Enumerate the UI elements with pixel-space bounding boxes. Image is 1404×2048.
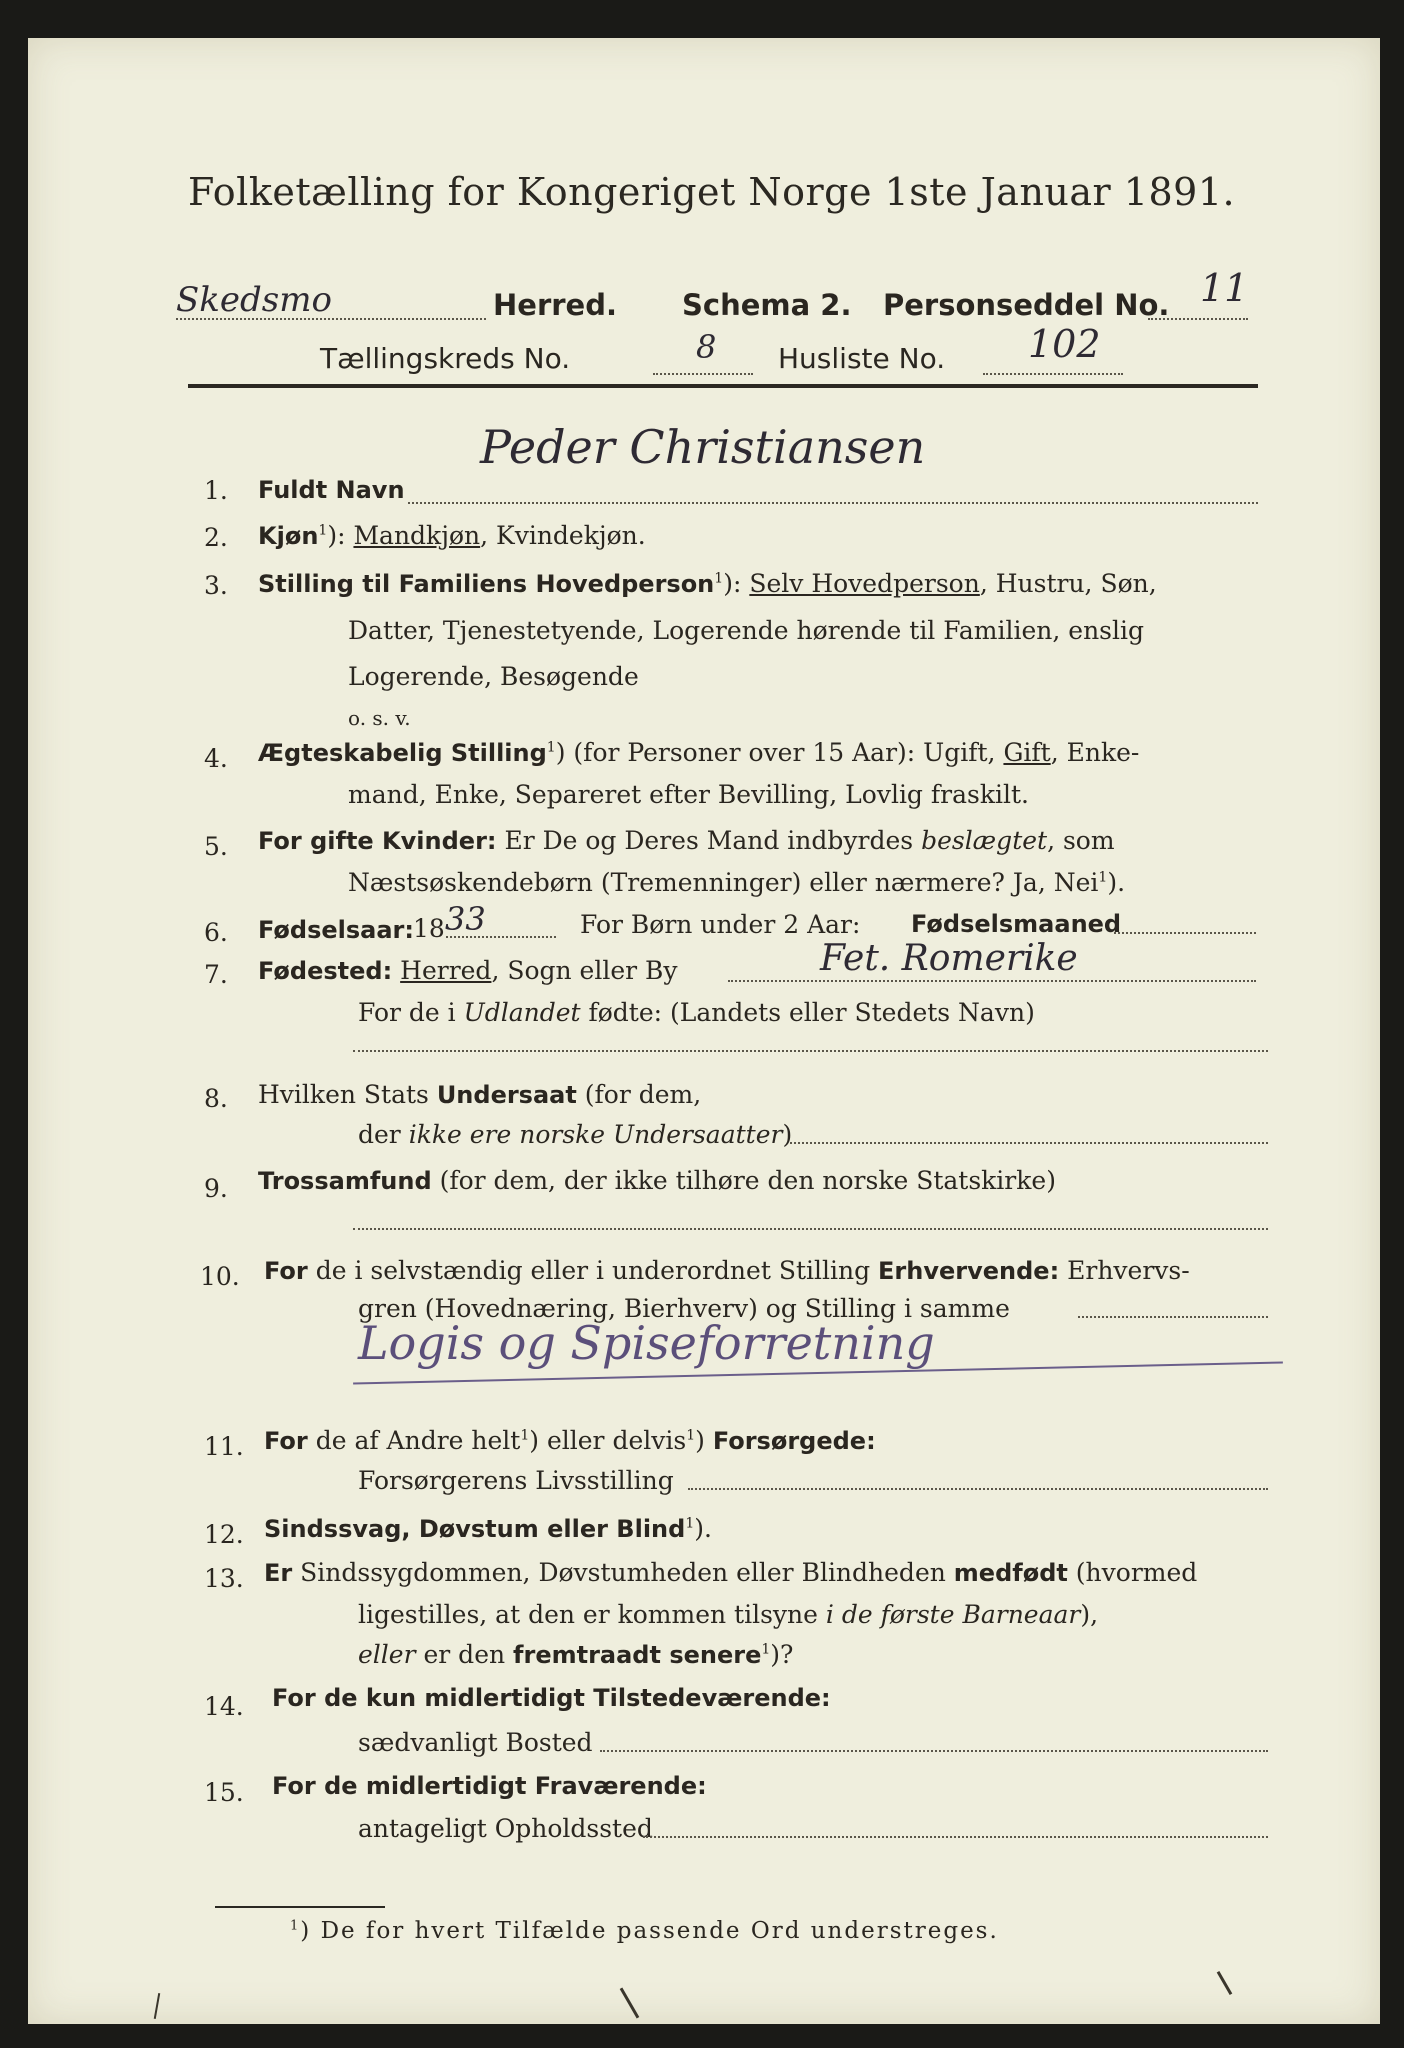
q3-label: Stilling til Familiens Hovedperson	[258, 570, 715, 598]
q4-line2: mand, Enke, Separeret efter Bevilling, Lovlig fraskilt.	[348, 780, 1029, 809]
q5-pre: Er De og Deres Mand indbyrdes	[496, 826, 922, 855]
q15-number: 15.	[204, 1778, 244, 1807]
q8-post: (for dem,	[576, 1080, 702, 1109]
q7-line	[728, 980, 1256, 982]
q13-line3-a: er den	[415, 1640, 514, 1669]
q9-line	[353, 1228, 1268, 1230]
q1-value: Peder Christiansen	[480, 420, 926, 474]
q5-end: ).	[1107, 868, 1126, 897]
q15-line2: antageligt Opholdssted	[358, 1814, 653, 1843]
schema-label: Schema 2.	[682, 288, 852, 322]
q11-line1	[264, 1426, 876, 1455]
kreds-line	[653, 373, 753, 375]
footnote	[290, 1918, 999, 1944]
q14-number: 14.	[204, 1692, 244, 1721]
footnote-sup: 1	[290, 1918, 301, 1934]
q13-label2: medfødt	[953, 1559, 1068, 1587]
q12-label: Sindssvag, Døvstum eller Blind	[264, 1515, 686, 1543]
q13-label: Er	[264, 1559, 293, 1587]
q8-label: Undersaat	[436, 1081, 577, 1109]
personseddel-value: 11	[1200, 266, 1249, 310]
q12-number: 12.	[204, 1520, 244, 1549]
census-form	[28, 38, 1380, 2024]
q5-label: For gifte Kvinder:	[258, 827, 497, 855]
q10-line1	[264, 1256, 1190, 1285]
q6-number: 6.	[204, 918, 228, 947]
q6-label2: Fødselsmaaned	[911, 910, 1122, 938]
q13-line1	[264, 1558, 1197, 1587]
herred-line	[176, 318, 486, 320]
q3-line1: Stilling til Familiens Hovedperson$^1$): Selv Hovedperson, Hustru, Søn,	[258, 569, 1157, 598]
q7-line1	[258, 956, 678, 985]
footnote-rule	[215, 1906, 385, 1908]
q7-label: Fødested:	[258, 957, 393, 985]
stray-mark-center	[620, 1988, 640, 2019]
q11-label2: Forsørgede:	[712, 1427, 876, 1455]
q5-line2	[348, 868, 1125, 897]
q2-selected-option: Mandkjøn	[353, 521, 481, 550]
q10-text: de i selvstændig eller i underordnet Stilling	[307, 1256, 879, 1285]
q11-sup-b: 1	[686, 1427, 696, 1444]
husliste-line	[983, 373, 1123, 375]
q11-line	[688, 1488, 1268, 1490]
q5-italic: beslægtet	[921, 826, 1048, 855]
q2-text: Kjøn$^1$): Mandkjøn, Kvindekjøn.	[258, 521, 646, 550]
q9-number: 9.	[204, 1174, 228, 1203]
q1-line	[408, 502, 1258, 504]
q14-line2: sædvanligt Bosted	[358, 1728, 593, 1757]
husliste-value: 102	[1028, 322, 1101, 366]
q1-number: 1.	[204, 476, 228, 505]
q14-label: For de kun midlertidigt Tilstedeværende:	[272, 1684, 831, 1712]
q5-line1	[258, 826, 1115, 855]
q13-end: (hvormed	[1067, 1558, 1198, 1587]
q13-line3-bold: fremtraadt senere	[513, 1641, 762, 1669]
stray-mark-right	[1217, 1971, 1233, 1995]
q1-label: Fuldt Navn	[258, 476, 405, 504]
q6-label: Fødselsaar:	[258, 916, 414, 944]
q6-value: 33	[445, 900, 486, 938]
q8-line2	[358, 1120, 792, 1149]
q2-sup: 1	[318, 522, 328, 539]
q5-post: , som	[1047, 826, 1115, 855]
header-rule	[188, 384, 1258, 388]
q6-text2: For Børn under 2 Aar:	[580, 910, 861, 939]
herred-value: Skedsmo	[176, 280, 332, 320]
q4-label: Ægteskabelig Stilling	[258, 739, 547, 767]
q5-sup: 1	[1098, 869, 1108, 886]
q15-line	[643, 1836, 1268, 1838]
personseddel-line	[1148, 318, 1248, 320]
q4-selected-option: Gift	[1003, 738, 1051, 767]
q13-line2-a: ligestilles, at den er kommen tilsyne	[358, 1600, 826, 1629]
q15-label: For de midlertidigt Fraværende:	[272, 1772, 707, 1800]
q6-prefix: 18	[413, 914, 445, 943]
q10-line2: gren (Hovednæring, Bierhverv) og Stilling i samme	[358, 1294, 1010, 1323]
q13-line3	[358, 1640, 793, 1669]
q9-text: (for dem, der ikke tilhøre den norske Statskirke)	[431, 1166, 1056, 1195]
q10-label2: Erhvervende:	[878, 1257, 1060, 1285]
q7-extra-line	[353, 1050, 1268, 1052]
q7-line2	[358, 998, 1035, 1027]
q3-selected-option: Selv Hovedperson	[749, 569, 980, 598]
q3-line3: Logerende, Besøgende	[348, 662, 639, 691]
q14-line	[600, 1750, 1268, 1752]
q11-line2: Forsørgerens Livsstilling	[358, 1466, 674, 1495]
q10-line2-dots	[1078, 1316, 1268, 1318]
q5-line2-text: Næstsøskendebørn (Tremenninger) eller nærmere? Ja, Nei	[348, 868, 1099, 897]
q12-sup: 1	[685, 1515, 695, 1532]
q8-line2-a: der	[358, 1120, 409, 1149]
q2-number: 2.	[204, 523, 228, 552]
q7-line2-b: fødte: (Landets eller Stedets Navn)	[580, 998, 1035, 1027]
kreds-value: 8	[696, 328, 717, 366]
form-title: Folketælling for Kongeriget Norge 1ste Januar 1891.	[188, 170, 1236, 214]
q12-end: ).	[694, 1514, 712, 1543]
herred-label: Herred.	[493, 288, 617, 322]
q13-line2-b: ),	[1080, 1600, 1099, 1629]
q8-number: 8.	[204, 1084, 228, 1113]
q13-number: 13.	[204, 1564, 244, 1593]
q13-sup: 1	[761, 1641, 771, 1658]
q13-text: Sindssygdommen, Døvstumheden eller Blindheden	[292, 1558, 954, 1587]
q7-value: Fet. Romerike	[820, 938, 1078, 979]
q3-sup: 1	[714, 570, 724, 587]
q3-line2: Datter, Tjenestetyende, Logerende hørende til Familien, enslig	[348, 616, 1145, 645]
q11-text: de af Andre helt	[307, 1426, 521, 1455]
q7-line2-italic: Udlandet	[463, 998, 581, 1027]
q10-end: Erhvervs-	[1059, 1256, 1190, 1285]
q4-sup: 1	[546, 739, 556, 756]
q9-label: Trossamfund	[258, 1167, 432, 1195]
q8-line2-italic: ikke ere norske Undersaatter	[408, 1120, 783, 1149]
q11-text3: )	[695, 1426, 713, 1455]
q11-label: For	[264, 1427, 308, 1455]
q3-line1-rest: , Hustru, Søn,	[979, 569, 1157, 598]
q12-line1	[264, 1514, 712, 1543]
q13-line2	[358, 1600, 1098, 1629]
q3-line4: o. s. v.	[348, 706, 411, 730]
q2-label: Kjøn	[258, 522, 319, 550]
q11-text2: ) eller delvis	[529, 1426, 687, 1455]
q8-line	[790, 1142, 1268, 1144]
stray-mark-left	[154, 1993, 160, 2019]
q7-rest: , Sogn eller By	[491, 956, 678, 985]
q11-sup-a: 1	[520, 1427, 530, 1444]
q4-number: 4.	[204, 744, 228, 773]
q4-pre: (for Personer over 15 Aar): Ugift,	[565, 738, 1004, 767]
q2-option-b: , Kvindekjøn.	[480, 521, 646, 550]
q6-line2	[1114, 932, 1256, 934]
q13-line3-c: )?	[770, 1640, 794, 1669]
personseddel-label: Personseddel No.	[883, 288, 1170, 322]
q11-number: 11.	[204, 1432, 244, 1461]
kreds-label: Tællingskreds No.	[320, 342, 571, 375]
q6-line	[446, 936, 556, 938]
q13-line2-italic: i de første Barneaar	[825, 1600, 1081, 1629]
q4-line1: Ægteskabelig Stilling$^1$) (for Personer over 15 Aar): Ugift, Gift, Enke-	[258, 738, 1140, 767]
husliste-label: Husliste No.	[778, 342, 946, 375]
q3-number: 3.	[204, 571, 228, 600]
q7-number: 7.	[204, 960, 228, 989]
q8-line1	[258, 1080, 701, 1109]
q10-label: For	[264, 1257, 308, 1285]
q10-value: Logis og Spiseforretning	[358, 1316, 935, 1370]
q4-post: , Enke-	[1050, 738, 1140, 767]
q7-line2-a: For de i	[358, 998, 464, 1027]
q9-line1	[258, 1166, 1056, 1195]
q8-pre: Hvilken Stats	[258, 1080, 437, 1109]
q5-number: 5.	[204, 832, 228, 861]
q7-selected-option: Herred	[400, 956, 492, 985]
footnote-text: ) De for hvert Tilfælde passende Ord understreges.	[300, 1918, 999, 1944]
q8-line2-b: )	[782, 1120, 793, 1149]
q10-number: 10.	[200, 1262, 240, 1291]
q13-line3-italic: eller	[358, 1640, 416, 1669]
